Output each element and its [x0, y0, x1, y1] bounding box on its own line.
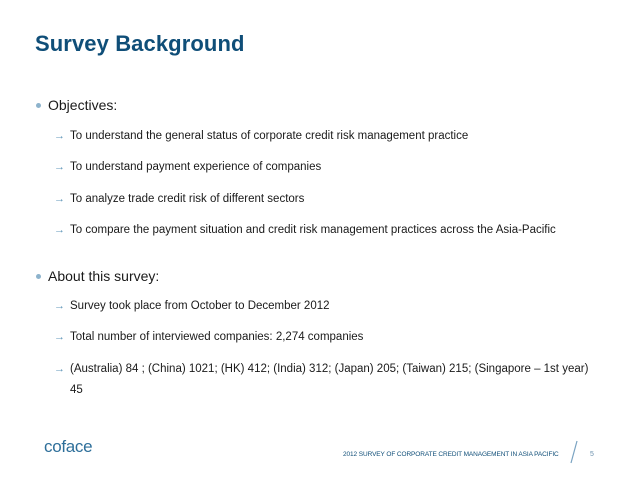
section-heading-label: About this survey:: [48, 268, 160, 284]
list-item-text: To compare the payment situation and credit risk management practices across the Asia-Pacific: [70, 224, 556, 236]
right-arrow-icon: →: [54, 363, 65, 375]
list-item: [54, 126, 594, 147]
list-item-text: To understand the general status of corporate credit risk management practice: [70, 130, 469, 142]
section-heading-label: Objectives:: [48, 97, 118, 113]
footer-survey-title: 2012 SURVEY OF CORPORATE CREDIT MANAGEMENT IN ASIA PACIFIC: [343, 451, 559, 458]
page-number: 5: [590, 451, 594, 458]
list-item-text: Survey took place from October to December 2012: [70, 300, 330, 312]
list-item: [54, 189, 594, 210]
bullet-dot-icon: [36, 103, 41, 108]
list-item: [54, 296, 594, 317]
section-heading-about-survey: [36, 268, 159, 284]
right-arrow-icon: →: [54, 161, 65, 173]
right-arrow-icon: →: [54, 300, 65, 312]
slide-title: Survey Background: [35, 31, 245, 56]
right-arrow-icon: →: [54, 130, 65, 142]
list-item-text: Total number of interviewed companies: 2,274 companies: [70, 331, 364, 343]
coface-logo: coface: [44, 437, 93, 456]
section-heading-objectives: [36, 97, 117, 113]
list-item-text: To understand payment experience of companies: [70, 161, 322, 173]
list-item: [54, 359, 594, 401]
list-item-text: To analyze trade credit risk of different sectors: [70, 193, 305, 205]
right-arrow-icon: →: [54, 193, 65, 205]
right-arrow-icon: →: [54, 224, 65, 236]
slash-divider-icon: [570, 440, 578, 464]
list-item: [54, 220, 594, 241]
bullet-dot-icon: [36, 274, 41, 279]
right-arrow-icon: →: [54, 331, 65, 343]
list-item: [54, 157, 594, 178]
list-item: [54, 327, 594, 348]
list-item-text: (Australia) 84 ; (China) 1021; (HK) 412; (India) 312; (Japan) 205; (Taiwan) 215; (Singapore – 1st year) 45: [70, 363, 589, 396]
